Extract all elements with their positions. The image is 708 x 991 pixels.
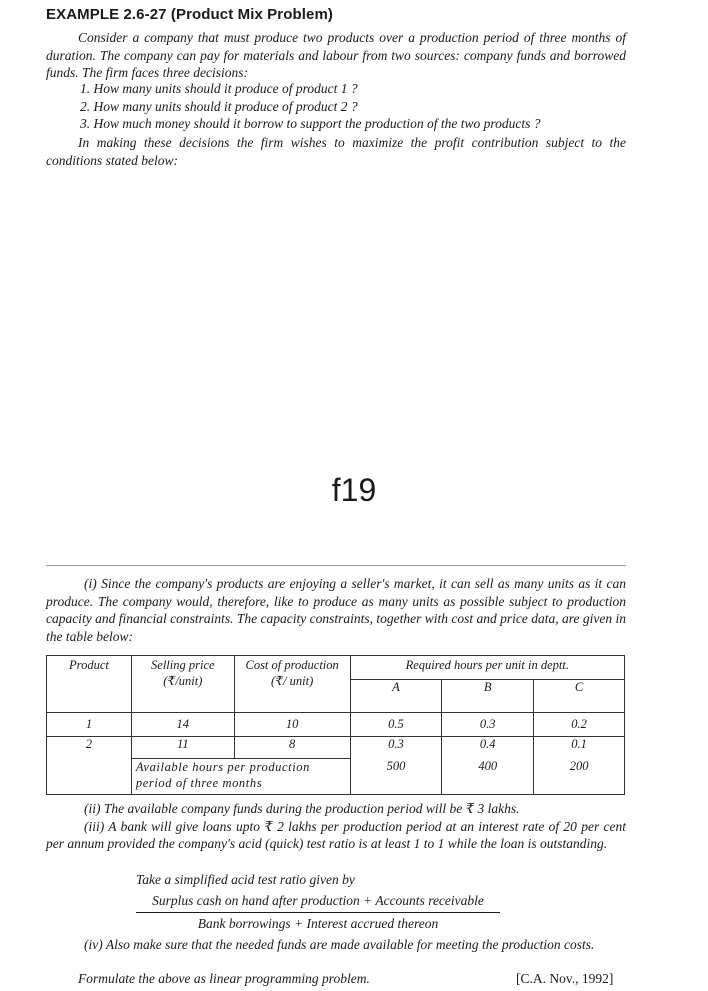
row-1-price: 14 [131, 713, 234, 737]
decision-list [80, 80, 626, 133]
ratio-denominator: Bank borrowings + Interest accrued thereon [197, 915, 439, 931]
row-2-product: 2 [47, 737, 132, 759]
capacity-table [46, 655, 625, 795]
header-dept-b: B [442, 680, 534, 713]
header-required-hours: Required hours per unit in deptt. [350, 656, 624, 680]
header-dept-c: C [534, 680, 625, 713]
task-statement: Formulate the above as linear programming problem. [78, 971, 370, 986]
objective-paragraph: In making these decisions the firm wishes to maximize the profit contribution subject to the conditions stated below: [46, 135, 626, 168]
row-2-cost: 8 [234, 737, 350, 759]
row-1-b: 0.3 [442, 713, 534, 737]
row-2-c: 0.1 [534, 737, 625, 759]
decision-item-3: 3. How much money should it borrow to support the production of the two products ? [80, 116, 541, 131]
available-b: 400 [442, 759, 534, 795]
available-blank [47, 759, 132, 795]
decision-item-1: 1. How many units should it produce of product 1 ? [80, 81, 358, 96]
header-dept-a: A [350, 680, 442, 713]
row-1-c: 0.2 [534, 713, 625, 737]
row-1-product: 1 [47, 713, 132, 737]
figure-label: f19 [331, 472, 377, 508]
ratio-numerator: Surplus cash on hand after production + Accounts receivable [136, 892, 500, 913]
condition-2-paragraph: (ii) The available company funds during the production period will be ₹ 3 lakhs. [84, 801, 520, 816]
header-selling-price: Selling price (₹/unit) [131, 656, 234, 713]
acid-test-ratio [136, 871, 506, 932]
header-product: Product [47, 656, 132, 713]
ratio-intro: Take a simplified acid test ratio given by [136, 872, 355, 887]
example-title: EXAMPLE 2.6-27 (Product Mix Problem) [46, 6, 333, 23]
row-2-b: 0.4 [442, 737, 534, 759]
available-label: Available hours per production period of three months [131, 759, 350, 795]
divider [46, 565, 626, 566]
condition-1-paragraph: (i) Since the company's products are enjoying a seller's market, it can sell as many units as it can produce. The company would, therefore, like to produce as many units as possible subject to production capacity and financial constraints. The capacity constraints, together with cost and price data, are given in the table below: [46, 576, 626, 644]
available-c: 200 [534, 759, 625, 795]
source-citation: [C.A. Nov., 1992] [516, 971, 614, 986]
intro-paragraph: Consider a company that must produce two products over a production period of three months of duration. The company can pay for materials and labour from two sources: company funds and borrowed funds. The firm faces three decisions: [46, 30, 626, 80]
available-a: 500 [350, 759, 442, 795]
row-2-price: 11 [131, 737, 234, 759]
decision-item-2: 2. How many units should it produce of product 2 ? [80, 98, 358, 114]
condition-3-paragraph: (iii) A bank will give loans upto ₹ 2 lakhs per production period at an interest rate of 20 per cent per annum provided the company's acid (quick) test ratio is at least 1 to 1 while the loan is outstanding. [46, 818, 626, 851]
row-1-cost: 10 [234, 713, 350, 737]
row-2-a: 0.3 [350, 737, 442, 759]
condition-4-paragraph: (iv) Also make sure that the needed funds are made available for meeting the production costs. [84, 937, 595, 952]
header-cost: Cost of production (₹/ unit) [234, 656, 350, 713]
conditions-2-3 [46, 800, 626, 853]
row-1-a: 0.5 [350, 713, 442, 737]
